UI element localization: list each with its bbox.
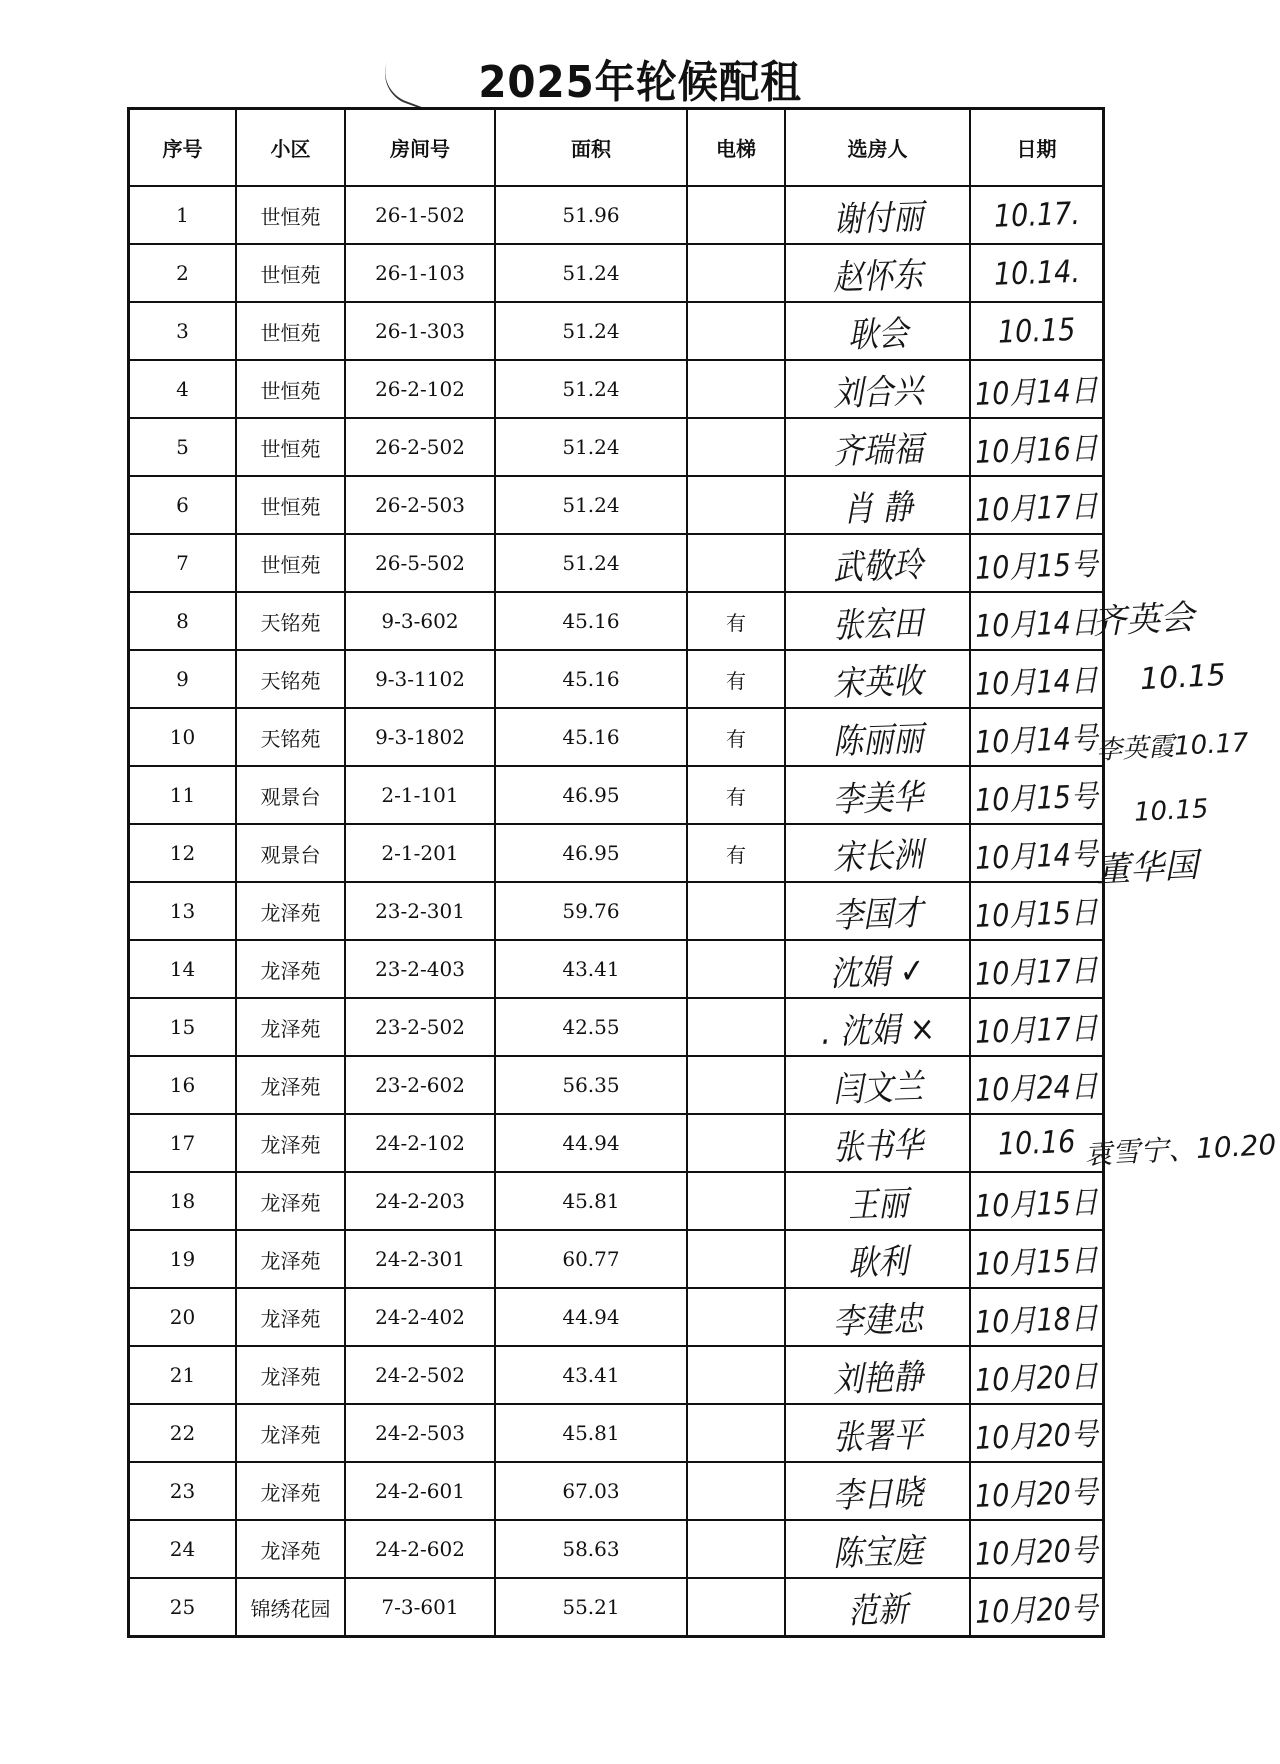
room-number-cell: 26-2-102 [345,360,495,418]
elevator-cell [687,476,785,534]
area-cell: 59.76 [495,882,687,940]
row-number: 9 [129,650,237,708]
handwritten-date: 10月14日 [974,662,1099,703]
elevator-cell [687,360,785,418]
table-row [129,360,1104,418]
community-cell: 世恒苑 [236,360,345,418]
row-number: 4 [129,360,237,418]
handwritten-name: 耿会 [846,313,909,357]
area-cell: 44.94 [495,1288,687,1346]
handwritten-name: 陈丽丽 [831,719,924,763]
header-community: 小区 [236,109,345,187]
community-cell: 龙泽苑 [236,1230,345,1288]
handwritten-date: 10.15 [997,311,1076,351]
handwritten-date: 10月20号 [974,1474,1099,1515]
elevator-cell [687,534,785,592]
tenant-signature [785,186,970,244]
community-cell: 观景台 [236,824,345,882]
room-number-cell: 24-2-301 [345,1230,495,1288]
handwritten-date: 10月14日 [974,604,1099,645]
handwritten-name: 齐瑞福 [831,429,924,473]
handwritten-name: 宋长洲 [831,835,924,879]
room-number-cell: 24-2-602 [345,1520,495,1578]
tenant-signature [785,1172,970,1230]
handwritten-date: 10月15日 [974,1184,1099,1225]
handwritten-date: 10月16日 [974,430,1099,471]
row-number: 15 [129,998,237,1056]
room-number-cell: 7-3-601 [345,1578,495,1637]
date-cell [970,1520,1104,1578]
handwritten-name: 张宏田 [831,603,924,647]
table-header-row [129,109,1104,187]
community-cell: 世恒苑 [236,244,345,302]
elevator-cell [687,1346,785,1404]
tenant-signature [785,360,970,418]
handwritten-date: 10月20号 [974,1590,1099,1631]
margin-note: 袁雪宁、10.20 [1083,1127,1277,1172]
margin-note-date: 10.15 [1133,794,1210,828]
community-cell: 天铭苑 [236,592,345,650]
tenant-signature [785,824,970,882]
row-number: 7 [129,534,237,592]
table-row [129,1578,1104,1637]
table-row [129,824,1104,882]
tenant-signature [785,592,970,650]
date-cell [970,186,1104,244]
date-cell [970,708,1104,766]
handwritten-date: 10月24日 [974,1068,1099,1109]
handwritten-date: 10.17. [992,195,1081,235]
elevator-cell [687,998,785,1056]
table-row [129,1520,1104,1578]
room-number-cell: 2-1-201 [345,824,495,882]
row-number: 12 [129,824,237,882]
table-row [129,302,1104,360]
row-number: 5 [129,418,237,476]
row-number: 2 [129,244,237,302]
elevator-cell: 有 [687,708,785,766]
tenant-signature [785,1056,970,1114]
row-number: 16 [129,1056,237,1114]
community-cell: 龙泽苑 [236,1462,345,1520]
handwritten-date: 10月20号 [974,1416,1099,1457]
room-number-cell: 9-3-602 [345,592,495,650]
date-cell [970,766,1104,824]
room-number-cell: 24-2-502 [345,1346,495,1404]
community-cell: 世恒苑 [236,302,345,360]
tenant-signature [785,940,970,998]
date-cell [970,476,1104,534]
elevator-cell [687,1404,785,1462]
header-no: 序号 [129,109,237,187]
community-cell: 龙泽苑 [236,1346,345,1404]
area-cell: 43.41 [495,1346,687,1404]
handwritten-name: 李日晓 [831,1473,924,1517]
elevator-cell [687,1520,785,1578]
handwritten-name: 肖 静 [842,487,914,531]
room-number-cell: 26-2-503 [345,476,495,534]
handwritten-name: 刘艳静 [831,1357,924,1401]
margin-note: 李英霞10.17 [1095,728,1250,766]
handwritten-date: 10月20号 [974,1532,1099,1573]
table-row [129,1114,1104,1172]
date-cell [970,1346,1104,1404]
date-cell [970,1056,1104,1114]
table-row [129,650,1104,708]
handwritten-name: 范新 [846,1589,909,1633]
tenant-signature [785,650,970,708]
handwritten-date: 10.14. [992,253,1081,293]
community-cell: 龙泽苑 [236,1114,345,1172]
room-number-cell: 26-5-502 [345,534,495,592]
row-number: 20 [129,1288,237,1346]
community-cell: 锦绣花园 [236,1578,345,1637]
elevator-cell [687,302,785,360]
tenant-signature [785,708,970,766]
room-number-cell: 26-2-502 [345,418,495,476]
tenant-signature [785,534,970,592]
area-cell: 42.55 [495,998,687,1056]
date-cell [970,1230,1104,1288]
handwritten-date: 10月20日 [974,1358,1099,1399]
community-cell: 观景台 [236,766,345,824]
margin-note-date: 10.15 [1139,657,1227,698]
row-number: 25 [129,1578,237,1637]
date-cell [970,882,1104,940]
handwritten-name: 陈宝庭 [831,1531,924,1575]
row-number: 8 [129,592,237,650]
handwritten-name: 李建忠 [831,1299,924,1343]
handwritten-date: 10月14号 [974,836,1099,877]
elevator-cell [687,186,785,244]
row-number: 6 [129,476,237,534]
community-cell: 龙泽苑 [236,1520,345,1578]
community-cell: 天铭苑 [236,650,345,708]
header-elevator: 电梯 [687,109,785,187]
date-cell [970,1404,1104,1462]
area-cell: 45.16 [495,592,687,650]
elevator-cell [687,244,785,302]
row-number: 3 [129,302,237,360]
row-number: 22 [129,1404,237,1462]
row-number: 23 [129,1462,237,1520]
handwritten-date: 10.16 [997,1123,1076,1163]
row-number: 19 [129,1230,237,1288]
handwritten-name: 耿利 [846,1241,909,1285]
handwritten-name: 李美华 [831,777,924,821]
room-number-cell: 23-2-602 [345,1056,495,1114]
community-cell: 龙泽苑 [236,1288,345,1346]
area-cell: 51.96 [495,186,687,244]
community-cell: 世恒苑 [236,534,345,592]
community-cell: 世恒苑 [236,186,345,244]
tenant-signature [785,1404,970,1462]
room-number-cell: 23-2-502 [345,998,495,1056]
tenant-signature [785,476,970,534]
row-number: 14 [129,940,237,998]
date-cell [970,302,1104,360]
room-number-cell: 26-1-303 [345,302,495,360]
tenant-signature [785,998,970,1056]
tenant-signature [785,1114,970,1172]
table-row [129,534,1104,592]
area-cell: 51.24 [495,476,687,534]
elevator-cell [687,1288,785,1346]
area-cell: 51.24 [495,244,687,302]
rental-allocation-table [127,107,1105,1638]
area-cell: 46.95 [495,766,687,824]
elevator-cell [687,1056,785,1114]
community-cell: 龙泽苑 [236,1056,345,1114]
row-number: 18 [129,1172,237,1230]
date-cell [970,360,1104,418]
room-number-cell: 23-2-403 [345,940,495,998]
area-cell: 46.95 [495,824,687,882]
tenant-signature [785,302,970,360]
handwritten-name: 刘合兴 [831,371,924,415]
table-row [129,882,1104,940]
elevator-cell [687,1114,785,1172]
community-cell: 龙泽苑 [236,1172,345,1230]
community-cell: 世恒苑 [236,476,345,534]
room-number-cell: 23-2-301 [345,882,495,940]
area-cell: 45.16 [495,708,687,766]
tenant-signature [785,1346,970,1404]
area-cell: 45.81 [495,1404,687,1462]
row-number: 1 [129,186,237,244]
table-row [129,708,1104,766]
table-row [129,418,1104,476]
handwritten-name: 张署平 [831,1415,924,1459]
elevator-cell: 有 [687,766,785,824]
handwritten-date: 10月15号 [974,778,1099,819]
handwritten-date: 10月17日 [974,488,1099,529]
handwritten-date: 10月18日 [974,1300,1099,1341]
tenant-signature [785,1230,970,1288]
table-row [129,940,1104,998]
tenant-signature [785,882,970,940]
area-cell: 58.63 [495,1520,687,1578]
tenant-signature [785,244,970,302]
area-cell: 60.77 [495,1230,687,1288]
room-number-cell: 24-2-102 [345,1114,495,1172]
handwritten-date: 10月17日 [974,1010,1099,1051]
community-cell: 龙泽苑 [236,882,345,940]
date-cell [970,244,1104,302]
date-cell [970,998,1104,1056]
handwritten-name: . 沈娟 × [820,1008,936,1054]
header-area: 面积 [495,109,687,187]
tenant-signature [785,418,970,476]
handwritten-date: 10月17日 [974,952,1099,993]
area-cell: 51.24 [495,302,687,360]
community-cell: 龙泽苑 [236,998,345,1056]
area-cell: 43.41 [495,940,687,998]
row-number: 10 [129,708,237,766]
handwritten-date: 10月15号 [974,546,1099,587]
header-date: 日期 [970,109,1104,187]
elevator-cell [687,1230,785,1288]
room-number-cell: 9-3-1802 [345,708,495,766]
room-number-cell: 2-1-101 [345,766,495,824]
community-cell: 龙泽苑 [236,940,345,998]
area-cell: 51.24 [495,418,687,476]
row-number: 17 [129,1114,237,1172]
room-number-cell: 24-2-601 [345,1462,495,1520]
elevator-cell [687,882,785,940]
handwritten-name: 沈娟 ✓ [829,951,926,995]
handwritten-name: 谢付丽 [831,197,924,241]
room-number-cell: 24-2-503 [345,1404,495,1462]
margin-note-name: 齐英会 [1091,597,1196,643]
table-row [129,1346,1104,1404]
area-cell: 51.24 [495,534,687,592]
date-cell [970,418,1104,476]
document-title: 2025年轮候配租 [478,57,802,108]
header-tenant: 选房人 [785,109,970,187]
date-cell [970,1578,1104,1637]
row-number: 11 [129,766,237,824]
tenant-signature [785,1520,970,1578]
tenant-signature [785,1462,970,1520]
date-cell [970,824,1104,882]
handwritten-name: 王丽 [846,1183,909,1227]
handwritten-name: 张书华 [831,1125,924,1169]
row-number: 21 [129,1346,237,1404]
elevator-cell [687,1462,785,1520]
handwritten-name: 宋英收 [831,661,924,705]
community-cell: 龙泽苑 [236,1404,345,1462]
elevator-cell [687,1172,785,1230]
community-cell: 天铭苑 [236,708,345,766]
area-cell: 45.81 [495,1172,687,1230]
handwritten-date: 10月14号 [974,720,1099,761]
area-cell: 67.03 [495,1462,687,1520]
handwritten-date: 10月15日 [974,1242,1099,1283]
table-row [129,592,1104,650]
elevator-cell: 有 [687,592,785,650]
table-row [129,998,1104,1056]
date-cell [970,592,1104,650]
tenant-signature [785,1578,970,1637]
table-row [129,1288,1104,1346]
table-row [129,244,1104,302]
date-cell [970,1462,1104,1520]
table-row [129,186,1104,244]
handwritten-name: 赵怀东 [831,255,924,299]
margin-note-name: 董华国 [1095,845,1200,891]
area-cell: 55.21 [495,1578,687,1637]
table-row [129,476,1104,534]
area-cell: 44.94 [495,1114,687,1172]
tenant-signature [785,766,970,824]
room-number-cell: 26-1-502 [345,186,495,244]
elevator-cell [687,1578,785,1637]
table-row [129,1056,1104,1114]
room-number-cell: 24-2-203 [345,1172,495,1230]
date-cell [970,1288,1104,1346]
handwritten-name: 武敬玲 [831,545,924,589]
table-row [129,1404,1104,1462]
elevator-cell [687,940,785,998]
room-number-cell: 26-1-103 [345,244,495,302]
area-cell: 51.24 [495,360,687,418]
row-number: 13 [129,882,237,940]
row-number: 24 [129,1520,237,1578]
room-number-cell: 24-2-402 [345,1288,495,1346]
table-row [129,766,1104,824]
handwritten-date: 10月15日 [974,894,1099,935]
table-row [129,1462,1104,1520]
header-room: 房间号 [345,109,495,187]
date-cell [970,650,1104,708]
date-cell [970,940,1104,998]
handwritten-date: 10月14日 [974,372,1099,413]
area-cell: 45.16 [495,650,687,708]
community-cell: 世恒苑 [236,418,345,476]
room-number-cell: 9-3-1102 [345,650,495,708]
handwritten-name: 闫文兰 [831,1067,924,1111]
elevator-cell: 有 [687,650,785,708]
date-cell [970,534,1104,592]
date-cell [970,1172,1104,1230]
handwritten-name: 李国才 [831,893,924,937]
tenant-signature [785,1288,970,1346]
elevator-cell: 有 [687,824,785,882]
area-cell: 56.35 [495,1056,687,1114]
elevator-cell [687,418,785,476]
table-row [129,1172,1104,1230]
table-row [129,1230,1104,1288]
